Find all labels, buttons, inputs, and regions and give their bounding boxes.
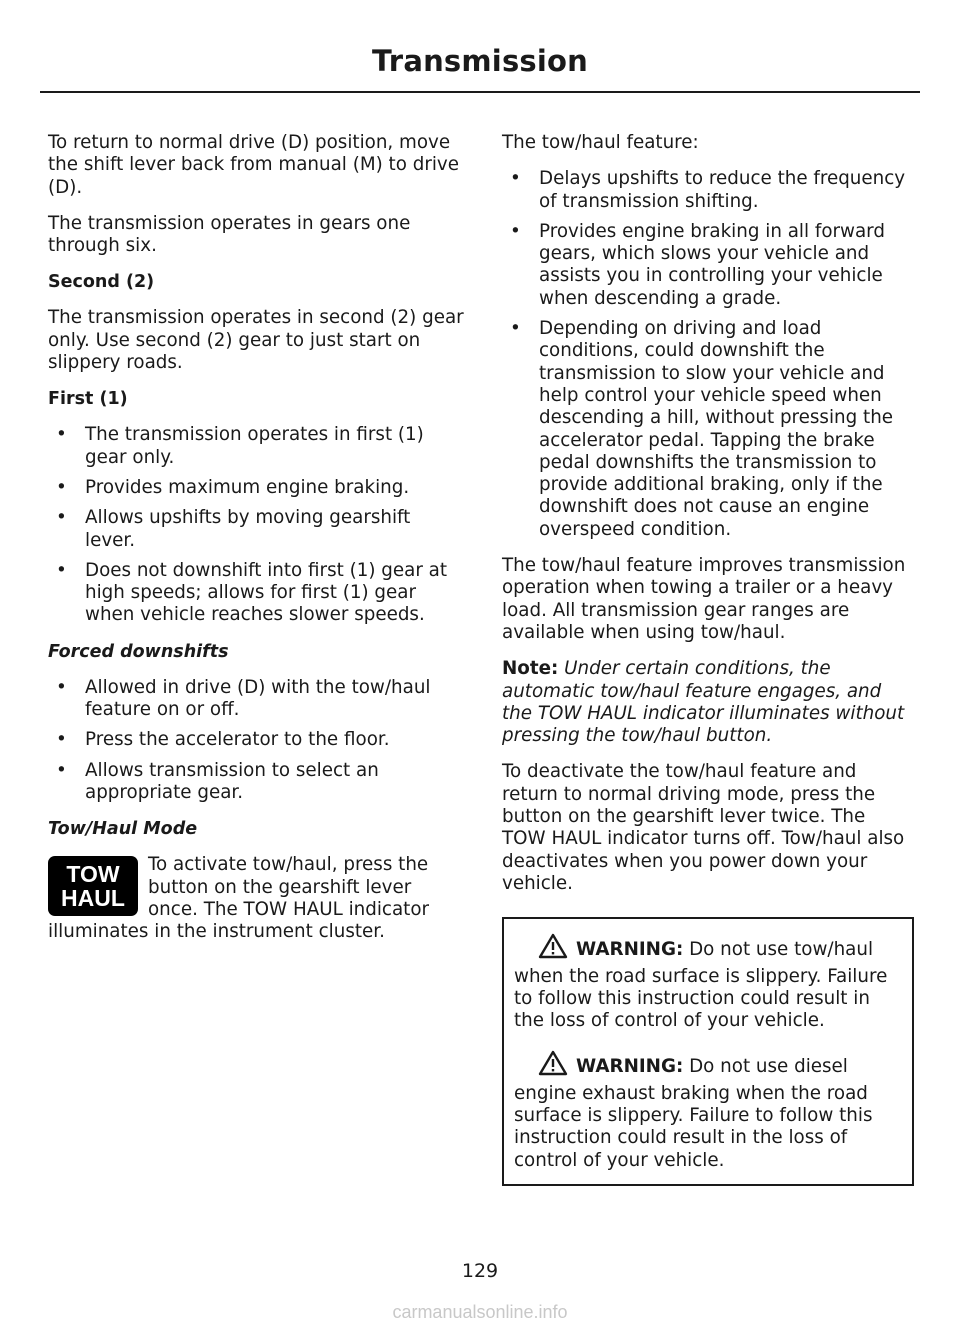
warning-label: WARNING: [576,939,684,961]
warning-exhaust-braking [514,1050,904,1171]
header-divider [40,91,920,93]
warning-triangle-icon [538,933,568,965]
list-item: • Depending on driving and load conditions, could downshift the transmission to slow your vehicle and help control your vehicle speed when descending a hill, without pressing the accelerator pedal. Tapping the brake pedal downshifts the transmission to provide additional braking, only if the downshift does not cause an engine overspeed condition. [502,318,914,541]
tow-haul-mode-heading: Tow/Haul Mode [48,819,198,840]
list-item: • Delays upshifts to reduce the frequency of transmission shifting. [502,168,914,213]
tow-haul-feature-list [502,168,914,541]
note-label: Note: [502,658,559,680]
deactivate-paragraph: To deactivate the tow/haul feature and return to normal driving mode, press the button on the gearshift lever twice. The TOW HAUL indicator turns off. Tow/haul also deactivates when you power down your vehicle. [502,761,905,894]
forced-downshifts-heading: Forced downshifts [48,641,229,662]
page-title: Transmission [372,44,588,78]
warning-text: Do not use diesel engine exhaust braking when the road surface is slippery. Failure to follow this instruction could result in the loss of control of your vehicle. [514,1056,873,1171]
note-paragraph [502,658,914,747]
page-number: 129 [461,1260,499,1282]
forced-downshifts-list [48,677,464,804]
list-item: • Allows upshifts by moving gearshift lever. [48,507,464,552]
return-to-drive-paragraph: To return to normal drive (D) position, move the shift lever back from manual (M) to drive (D). [48,132,459,198]
list-item: • Allows transmission to select an appropriate gear. [48,760,464,805]
warning-box [502,917,914,1186]
first-gear-list [48,424,464,626]
gears-paragraph: The transmission operates in gears one through six. [48,212,411,257]
tow-haul-improves-paragraph: The tow/haul feature improves transmission operation when towing a trailer or a heavy load. All transmission gear ranges are available when using tow/haul. [502,555,906,643]
warning-tow-haul [514,933,904,1032]
second-gear-paragraph: The transmission operates in second (2) gear only. Use second (2) gear to just start on slippery roads. [48,307,464,374]
warning-text: Do not use tow/haul when the road surface is slippery. Failure to follow this instruction could result in the loss of control of your vehicle. [514,939,888,1032]
list-item: • Provides engine braking in all forward gears, which slows your vehicle and assists you in controlling your vehicle when descending a grade. [502,221,914,310]
tow-haul-feature-intro: The tow/haul feature: [502,132,699,153]
warning-label: WARNING: [576,1056,684,1078]
watermark: carmanualsonline.info [392,1302,568,1322]
list-item: • Press the accelerator to the floor. [48,729,464,751]
first-gear-heading: First (1) [48,389,128,410]
list-item: • Provides maximum engine braking. [48,477,464,499]
tow-haul-activation-text: To activate tow/haul, press the button on the gearshift lever once. The TOW HAUL indicator illuminates in the instrument cluster. [48,854,430,943]
tow-haul-icon-line1: TOW [66,861,120,888]
right-column [502,132,914,1186]
left-column [48,132,464,943]
warning-triangle-icon [538,1050,568,1082]
tow-haul-activation [48,854,464,943]
tow-haul-button-icon [48,856,138,916]
tow-haul-icon-line2: HAUL [61,885,125,912]
list-item: • The transmission operates in first (1) gear only. [48,424,464,469]
note-text: Under certain conditions, the automatic tow/haul feature engages, and the TOW HAUL indicator illuminates without pressing the tow/haul button. [502,658,905,747]
second-gear-heading: Second (2) [48,272,155,293]
list-item: • Allowed in drive (D) with the tow/haul feature on or off. [48,677,464,722]
list-item: • Does not downshift into first (1) gear at high speeds; allows for first (1) gear when vehicle reaches slower speeds. [48,560,464,627]
